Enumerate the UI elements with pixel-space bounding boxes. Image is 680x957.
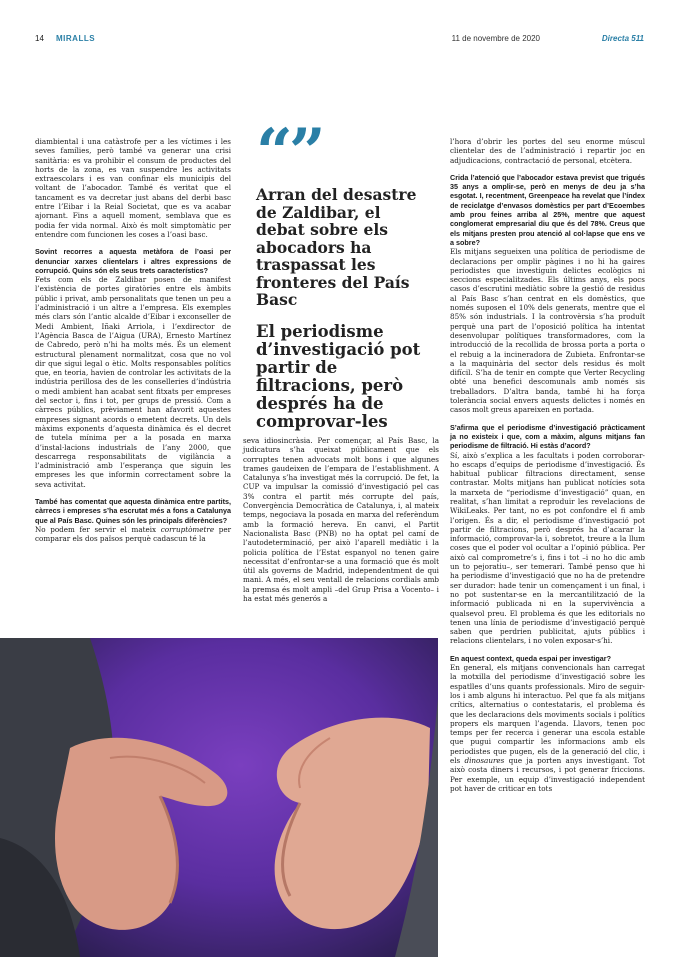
interview-question: S’afirma que el periodisme d’investigació pràcticament ja no existeix i que, com a màxim, alguns mitjans fan periodisme de filtració. Hi estàs d’acord? [450,422,645,451]
section-name: MIRALLS [56,34,96,43]
hands-photo [0,638,438,957]
interview-question: També has comentat que aquesta dinàmica entre partits, càrrecs i empreses s’ha escrutat més a fons a Catalunya que al País Basc. Quines són les principals diferències? [35,496,231,525]
article-column-1 [35,137,231,543]
paragraph: seva idiosincràsia. Per començar, al País Basc, la judicatura s’ha queixat públicament que els corruptes tenen advocats molt bons i que algunes trames gaudeixen de l’empara de l’establishment. A Catalunya s’ha investigat més la corrupció. De fet, la CUP va impulsar la comissió d’investigació pel cas 3% contra el partit més corrupte del país, Convergència Democràtica de Catalunya, i, al mateix temps, negociava la posada en marxa del referèndum amb la formació hereva. En canvi, el Partit Nacionalista Basc (PNB) no ha optat pel camí de l’autodeterminació, per això l’aparell mediàtic i la policia política de l’Estat espanyol no tenen gaire necessitat d’enfrontar-se a una formació que és molt útil als governs de Madrid, independentment de qui mani. A més, el seu ventall de relacions cordials amb la premsa és molt ampli –del Grup Prisa a Vocento– i ha estat més generós a [243,436,439,604]
interview-question: En aquest context, queda espai per investigar? [450,653,611,663]
paragraph: Sí, això s’explica a les facultats i poden corroborar-ho escaps d’equips de periodisme d’investigació. És habitual publicar filtracions directament, sense contrastar. Molts mitjans han publicat notícies sota la marxeta de “periodisme d’investigació” quan, en realitat, s’han limitat a reproduir les revelacions de WikiLeaks. Per tant, no es pot confondre el fi amb l’origen. És a dir, el periodisme d’investigació pot partir de filtracions, però després ha d’acarar la informació, comprovar-la i, sobretot, treure a la llum coses que el poder vol ocultar a l’opinió pública. Per això cal comprometre’s i, fins i tot –i no ho dic amb un to pejoratiu–, ser temerari. També penso que hi ha periodisme d’investigació que no ha de pretendre ser durador: hade tenir un començament i un final, i no pot sustentar-se en la mercantilització de la informació publicada ni en la supervivència a qualsevol preu. El problema és que les editorials no tenen una línia de periodisme d’investigació perquè saben que perdrien publicitat, ajuts públics i relacions clientelars, i no volen exposar-s’hi. [450,450,645,646]
emphasis: dinosaures [464,756,505,765]
paragraph: No podem fer servir el mateix corruptòmetre per comparar els dos països perquè cadascun té la [35,524,232,544]
pull-quote [256,115,432,431]
paragraph: diambiental i una catàstrofe per a les víctimes i les seves famílies, però també va generar una crisi sanitària: es va prohibir el consum de productes del horts de la zona, es van suspendre les activitats extraescolars i es van confinar els municipis del voltant de l’abocador. També és veritat que el tancament es va decretar just abans del derbi basc entre l’Eibar i la Reial Societat, que es va acabar ajornant. Fins a aquell moment, semblava que es podia fer vida normal. Això és molt simptomàtic per entendre com funcionen les coses a l’oasi basc. [35,137,231,239]
page-header [0,34,680,48]
quote-marks-icon: “” [256,115,322,190]
interview-question: Sovint recorres a aquesta metàfora de l’oasi per denunciar xarxes clientelars i altres expressions de corrupció. Quins són els seus trets característics? [35,247,231,275]
hands-illustration [0,638,438,957]
paragraph: l’hora d’obrir les portes del seu enorme múscul clientelar des de l’administració i repartir joc en adjudicacions, contractació de personal, etcètera. [450,137,645,165]
article-column-3 [450,137,645,793]
pull-quote-1: Arran del desastre de Zaldibar, el debat sobre els abocadors ha traspassat les fronteres del País Basc [256,185,417,309]
interview-question: Crida l’atenció que l’abocador estava previst que trigués 35 anys a omplir-se, però en menys de deu ja s’ha esgotat. I, recentment, Greenpeace ha revelat que l’índex de reciclatge d’envasos domèstics per part d’Ecoembes amb prou feines arriba al 25%, mentre que aquest conglomerat empresarial diu que és del 78%. Creus que els mitjans presten prou atenció al col·lapse que ens ve a sobre? [450,172,645,247]
page-number: 14 [35,34,44,43]
article-column-2 [243,436,439,603]
paragraph: Fets com els de Zaldibar posen de manifest l’existència de portes giratòries entre els àmbits públic i privat, amb personalitats que tenen un peu a l’administració i un altre a l’empresa. Els exemples més clars són l’antic alcalde d’Eibar i exconseller de Medi Ambient, Iñaki Arriola, i l’exdirector de l’Agència Basca de l’Aigua (URA), Ernesto Martínez de Cabredo, però n’hi ha molts més. És un element estructural plenament normalitzat, cosa que no vol dir que sigui legal o ètic. Molts responsables polítics que, en teoria, havien de controlar les activitats de la indústria perillosa des de les conselleries d’indústria o medi ambient han acabat sent fitxats per empreses del sector i, fins i tot, per grups de pressió. Com a càrrecs públics, prèviament han afavorit aquestes empreses signant acords o emetent decrets. Un dels màxims exponents d’aquesta dinàmica és el decret de tutela mínima per a la posada en marxa d’instal·lacions industrials de l’any 2000, que descarrega responsabilitats de vigilància a l’administració amb l’esperança que siguin les empreses les que informin correctament sobre la seva activitat. [35,275,231,489]
emphasis: corruptòmetre [160,524,215,534]
pull-quote-2: El periodisme d’investigació pot partir de filtracions, però després ha de comprovar-les [256,321,421,431]
paragraph: Els mitjans segueixen una política de periodisme de declaracions per omplir pàgines i no hi ha gaires periodistes que investiguin delictes ecològics ni seccions especialitzades. Els últims anys, els pocs casos d’escrutini mediàtic sobre la gestió de residus al País Basc s’han centrat en els domèstics, que només suposen el 10% dels generats, mentre que el 85% són industrials. I la controvèrsia s’ha produït perquè una part de l’oposició política ha intentat desenvolupar polítiques transformadores, com la introducció de la recollida de brossa porta a porta o el rebuig a la incineradora de Zubieta. Enfrontar-se a la maquinària del sector dels residus és molt difícil. S’ha de tenir en compte que Verter Recycling obté una benefici descomunals amb només sis treballadors. D’altra banda, també hi ha força tolerància social envers aquests delictes i només en casos molt greus apareixen en portada. [450,247,645,415]
publication-name: Directa 511 [601,34,644,43]
issue-date: 11 de novembre de 2020 [451,34,540,43]
paragraph: En general, els mitjans convencionals han carregat la motxilla del periodisme d’investigació sobre les espatlles d’uns quants professionals. Miro de seguir-los i amb alguns hi interactuo. Pel que fa als mitjans crítics, alternatius o contestataris, el problema és que les declaracions dels moviments socials i polítics propers els marquen l’agenda. Llavors, tenen poc temps per fer recerca i generar una escola estable que pugui compartir les informacions amb els periodistes que pugen, els de la generació del clic, i els dinosaures que ja porten anys investigant. Tot això costa diners i recursos, i pot generar friccions. Per exemple, un equip d’investigació independent pot haver de criticar en tots [450,663,645,793]
